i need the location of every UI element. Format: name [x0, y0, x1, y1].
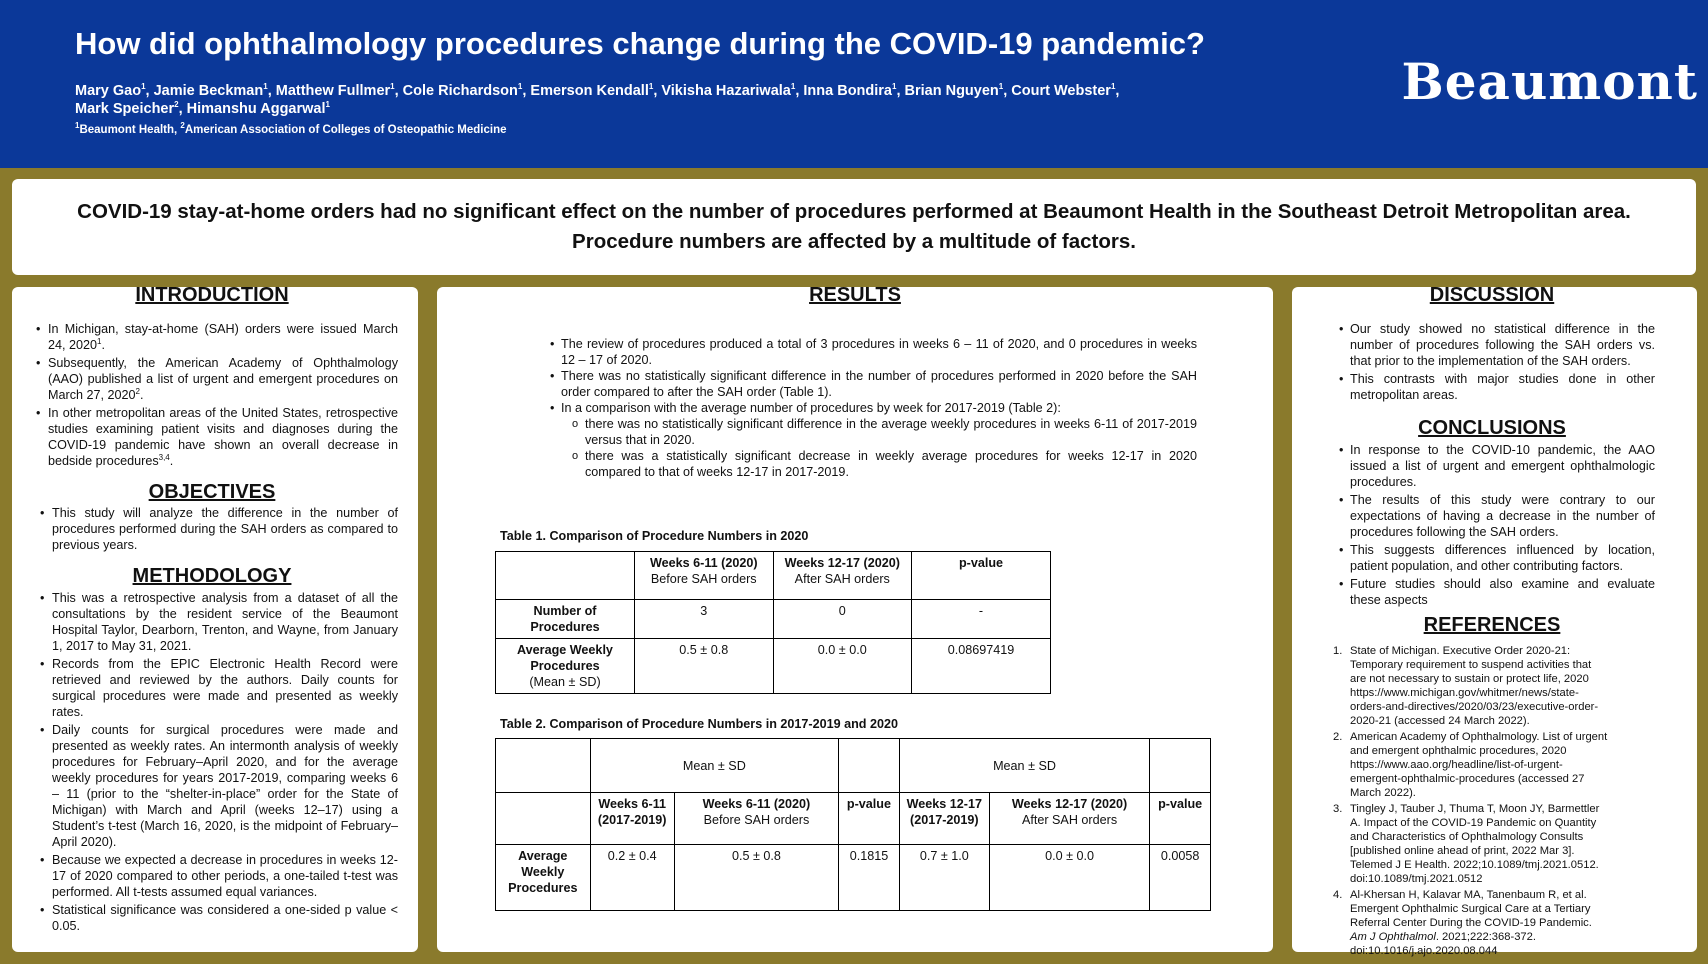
reference-item: 3. Tingley J, Tauber J, Thuma T, Moon JY, Barmettler A. Impact of the COVID-19 Pandemic on Quantity and Characteristics of Ophthalmology Consults [published online ahead of print, 2022 Mar 3]. Telemed J E Health. 2022;10.1089/tmj.2021.0512. doi:10.1089/tmj.2021.0512: [1333, 803, 1600, 885]
table2-cell: 0.5 ± 0.8: [674, 845, 838, 911]
discussion-list: [1339, 321, 1655, 405]
table2-header: Weeks 6-11 (2017-2019): [590, 793, 674, 845]
reference-item: 4. Al-Khersan H, Kalavar MA, Tanenbaum R, et al. Emergent Ophthalmic Surgical Care at a Tertiary Referral Center During the COVID-19 Pandemic. Am J Ophthalmol. 2021;222:368-372. doi:10.1016/j.ajo.2020.08.044: [1333, 889, 1592, 957]
results-heading: RESULTS: [809, 284, 901, 306]
results-list: [550, 336, 1197, 480]
table2-blank: [1150, 739, 1211, 793]
table1-cell: 3: [635, 600, 774, 639]
bullet-item: • This contrasts with major studies done in other metropolitan areas.: [1339, 371, 1655, 403]
table2-cell: 0.7 ± 1.0: [899, 845, 989, 911]
results-bullet: • The review of procedures produced a total of 3 procedures in weeks 6 – 11 of 2020, and 0 procedures in weeks 12 – 17 of 2020.: [550, 336, 1197, 368]
table1-header: Weeks 6-11 (2020) Before SAH orders: [635, 552, 774, 600]
objectives-heading: OBJECTIVES: [148, 481, 276, 503]
bullet-item: • This study will analyze the difference in the number of procedures performed during the SAH orders as compared to previous years.: [40, 505, 398, 553]
results-subbullet: o there was no statistically significant difference in the average weekly procedures in weeks 6-11 of 2017-2019 versus that in 2020.: [550, 416, 1197, 448]
table1-cell: -: [912, 600, 1051, 639]
reference-item: 1. State of Michigan. Executive Order 2020-21: Temporary requirement to suspend activities that are not necessary to sustain or protect life, 2020 https://www.michigan.gov/whitmer/news/state-orders-and-directives/2020/03/23/executive-order-2020-21 (accessed 24 March 2022).: [1333, 645, 1599, 727]
table2-corner: [496, 739, 591, 793]
table2-caption: Table 2. Comparison of Procedure Numbers in 2017-2019 and 2020: [500, 717, 899, 731]
table2-cell: 0.2 ± 0.4: [590, 845, 674, 911]
discussion-heading: DISCUSSION: [1429, 284, 1555, 306]
results-panel: [437, 284, 1273, 952]
table2-header: p-value: [839, 793, 900, 845]
right-panel: [1292, 284, 1697, 957]
table2-header: Weeks 6-11 (2020) Before SAH orders: [674, 793, 838, 845]
table1-row-label: Number of Procedures: [496, 600, 635, 639]
table2: [495, 738, 1211, 911]
table1-caption: Table 1. Comparison of Procedure Numbers in 2020: [500, 529, 809, 543]
table1-header: p-value: [912, 552, 1051, 600]
beaumont-logo: Beaumont: [1401, 52, 1698, 111]
references-list: [1333, 644, 1610, 960]
bullet-item: • The results of this study were contrary to our expectations of having a decrease in the number of procedures following the SAH orders.: [1339, 492, 1655, 540]
introduction-list: [36, 321, 398, 471]
table2-group-header: Mean ± SD: [590, 739, 839, 793]
bullet-item: • This suggests differences influenced by location, patient population, and other contributing factors.: [1339, 542, 1655, 574]
bullet-item: • In response to the COVID-10 pandemic, the AAO issued a list of urgent and emergent ophthalmologic procedures.: [1339, 442, 1655, 490]
banner-line-1: COVID-19 stay-at-home orders had no significant effect on the number of procedures performed at Beaumont Health in the Southeast Detroit Metropolitan area.: [77, 200, 1631, 223]
table2-blank: [496, 793, 591, 845]
table1-corner: [496, 552, 635, 600]
results-subbullet: o there was a statistically significant decrease in weekly average procedures for weeks 12-17 in 2020 compared to that of weeks 12-17 in 2017-2019.: [550, 448, 1197, 480]
conclusions-heading: CONCLUSIONS: [1418, 417, 1566, 439]
table2-cell: 0.0058: [1150, 845, 1211, 911]
table1-row-label: Average Weekly Procedures (Mean ± SD): [496, 639, 635, 694]
table2-group-header: Mean ± SD: [899, 739, 1149, 793]
poster-title: How did ophthalmology procedures change during the COVID-19 pandemic?: [75, 26, 1205, 61]
left-panel: [12, 284, 418, 952]
reference-item: 2. American Academy of Ophthalmology. List of urgent and emergent ophthalmic procedures, 2020 https://www.aao.org/headline/list-of-urgent-emergent-ophthalmic-procedures (accessed 27 March 2022).: [1333, 731, 1608, 799]
table1-cell: 0: [773, 600, 912, 639]
bullet-item: • Because we expected a decrease in procedures in weeks 12-17 of 2020 compared to other periods, a one-tailed t-test was performed. All t-tests assumed equal variances.: [40, 852, 398, 900]
author-list: Mary Gao$^1$, Jamie Beckman$^1$, Matthew Fullmer$^1$, Cole Richardson$^1$, Emerson Kendall$^1$, Vikisha Hazariwala$^1$, Inna Bondira$^1$, Brian Nguyen$^1$, Court Webster$^1$, Mark Speicher$^2$, Himanshu Aggarwal$^1$: [75, 82, 1120, 117]
banner-line-2: Procedure numbers are affected by a multitude of factors.: [572, 230, 1136, 253]
table2-row-label: Average Weekly Procedures: [496, 845, 591, 911]
table2-header: p-value: [1150, 793, 1211, 845]
introduction-heading: INTRODUCTION: [135, 284, 289, 306]
poster-header: [0, 0, 1708, 168]
methodology-heading: METHODOLOGY: [132, 565, 292, 587]
bullet-item: • Subsequently, the American Academy of Ophthalmology (AAO) published a list of urgent and emergent procedures on March 27, 2020$^2$.: [36, 355, 398, 403]
table2-cell: 0.0 ± 0.0: [989, 845, 1149, 911]
bullet-item: • Records from the EPIC Electronic Health Record were retrieved and reviewed by the authors. Daily counts for surgical procedures were made and presented as weekly rates.: [40, 656, 398, 720]
table2-header: Weeks 12-17 (2020) After SAH orders: [989, 793, 1149, 845]
objectives-list: [40, 505, 398, 555]
methodology-list: [40, 590, 398, 936]
bullet-item: • This was a retrospective analysis from a dataset of all the consultations by the resident service of the Beaumont Hospital Taylor, Dearborn, Trenton, and Wayne, from January 1, 2017 to May 31, 2021.: [40, 590, 398, 654]
results-bullet: • There was no statistically significant difference in the number of procedures performed in 2020 before the SAH order compared to after the SAH order (Table 1).: [550, 368, 1197, 400]
references-heading: REFERENCES: [1423, 614, 1561, 636]
table1: [495, 551, 1051, 694]
table1-cell: 0.5 ± 0.8: [635, 639, 774, 694]
table2-header: Weeks 12-17 (2017-2019): [899, 793, 989, 845]
key-finding-banner: [12, 179, 1696, 275]
bullet-item: • Daily counts for surgical procedures were made and presented as weekly rates. An intermonth analysis of weekly procedures for February–April 2020, and for the average weekly procedures for years 2017-2019, comparing weeks 6 – 11 (prior to the “shelter-in-place” order for the State of Michigan) with March and April (weeks 12–17) using a Student’s t-test (March 16, 2020, is the midpoint of February–April 2020).: [40, 722, 398, 850]
bullet-item: • Future studies should also examine and evaluate these aspects: [1339, 576, 1655, 608]
bullet-item: • In Michigan, stay-at-home (SAH) orders were issued March 24, 2020$^1$.: [36, 321, 398, 353]
table1-cell: 0.0 ± 0.0: [773, 639, 912, 694]
table1-header: Weeks 12-17 (2020) After SAH orders: [773, 552, 912, 600]
table2-cell: 0.1815: [839, 845, 900, 911]
table1-cell: 0.08697419: [912, 639, 1051, 694]
bullet-item: • Our study showed no statistical difference in the number of procedures following the SAH orders vs. that prior to the implementation of the SAH orders.: [1339, 321, 1655, 369]
table2-blank: [839, 739, 900, 793]
conclusions-list: [1339, 442, 1655, 610]
bullet-item: • In other metropolitan areas of the United States, retrospective studies examining patient visits and diagnoses during the COVID-19 pandemic have shown an overall decrease in bedside procedures$^{3,4}$.: [36, 405, 398, 469]
bullet-item: • Statistical significance was considered a one-sided p value < 0.05.: [40, 902, 398, 934]
results-bullet: • In a comparison with the average number of procedures by week for 2017-2019 (Table 2):: [550, 400, 1197, 416]
affiliations: $^1$Beaumont Health, $^2$American Association of Colleges of Osteopathic Medicine: [75, 121, 507, 136]
